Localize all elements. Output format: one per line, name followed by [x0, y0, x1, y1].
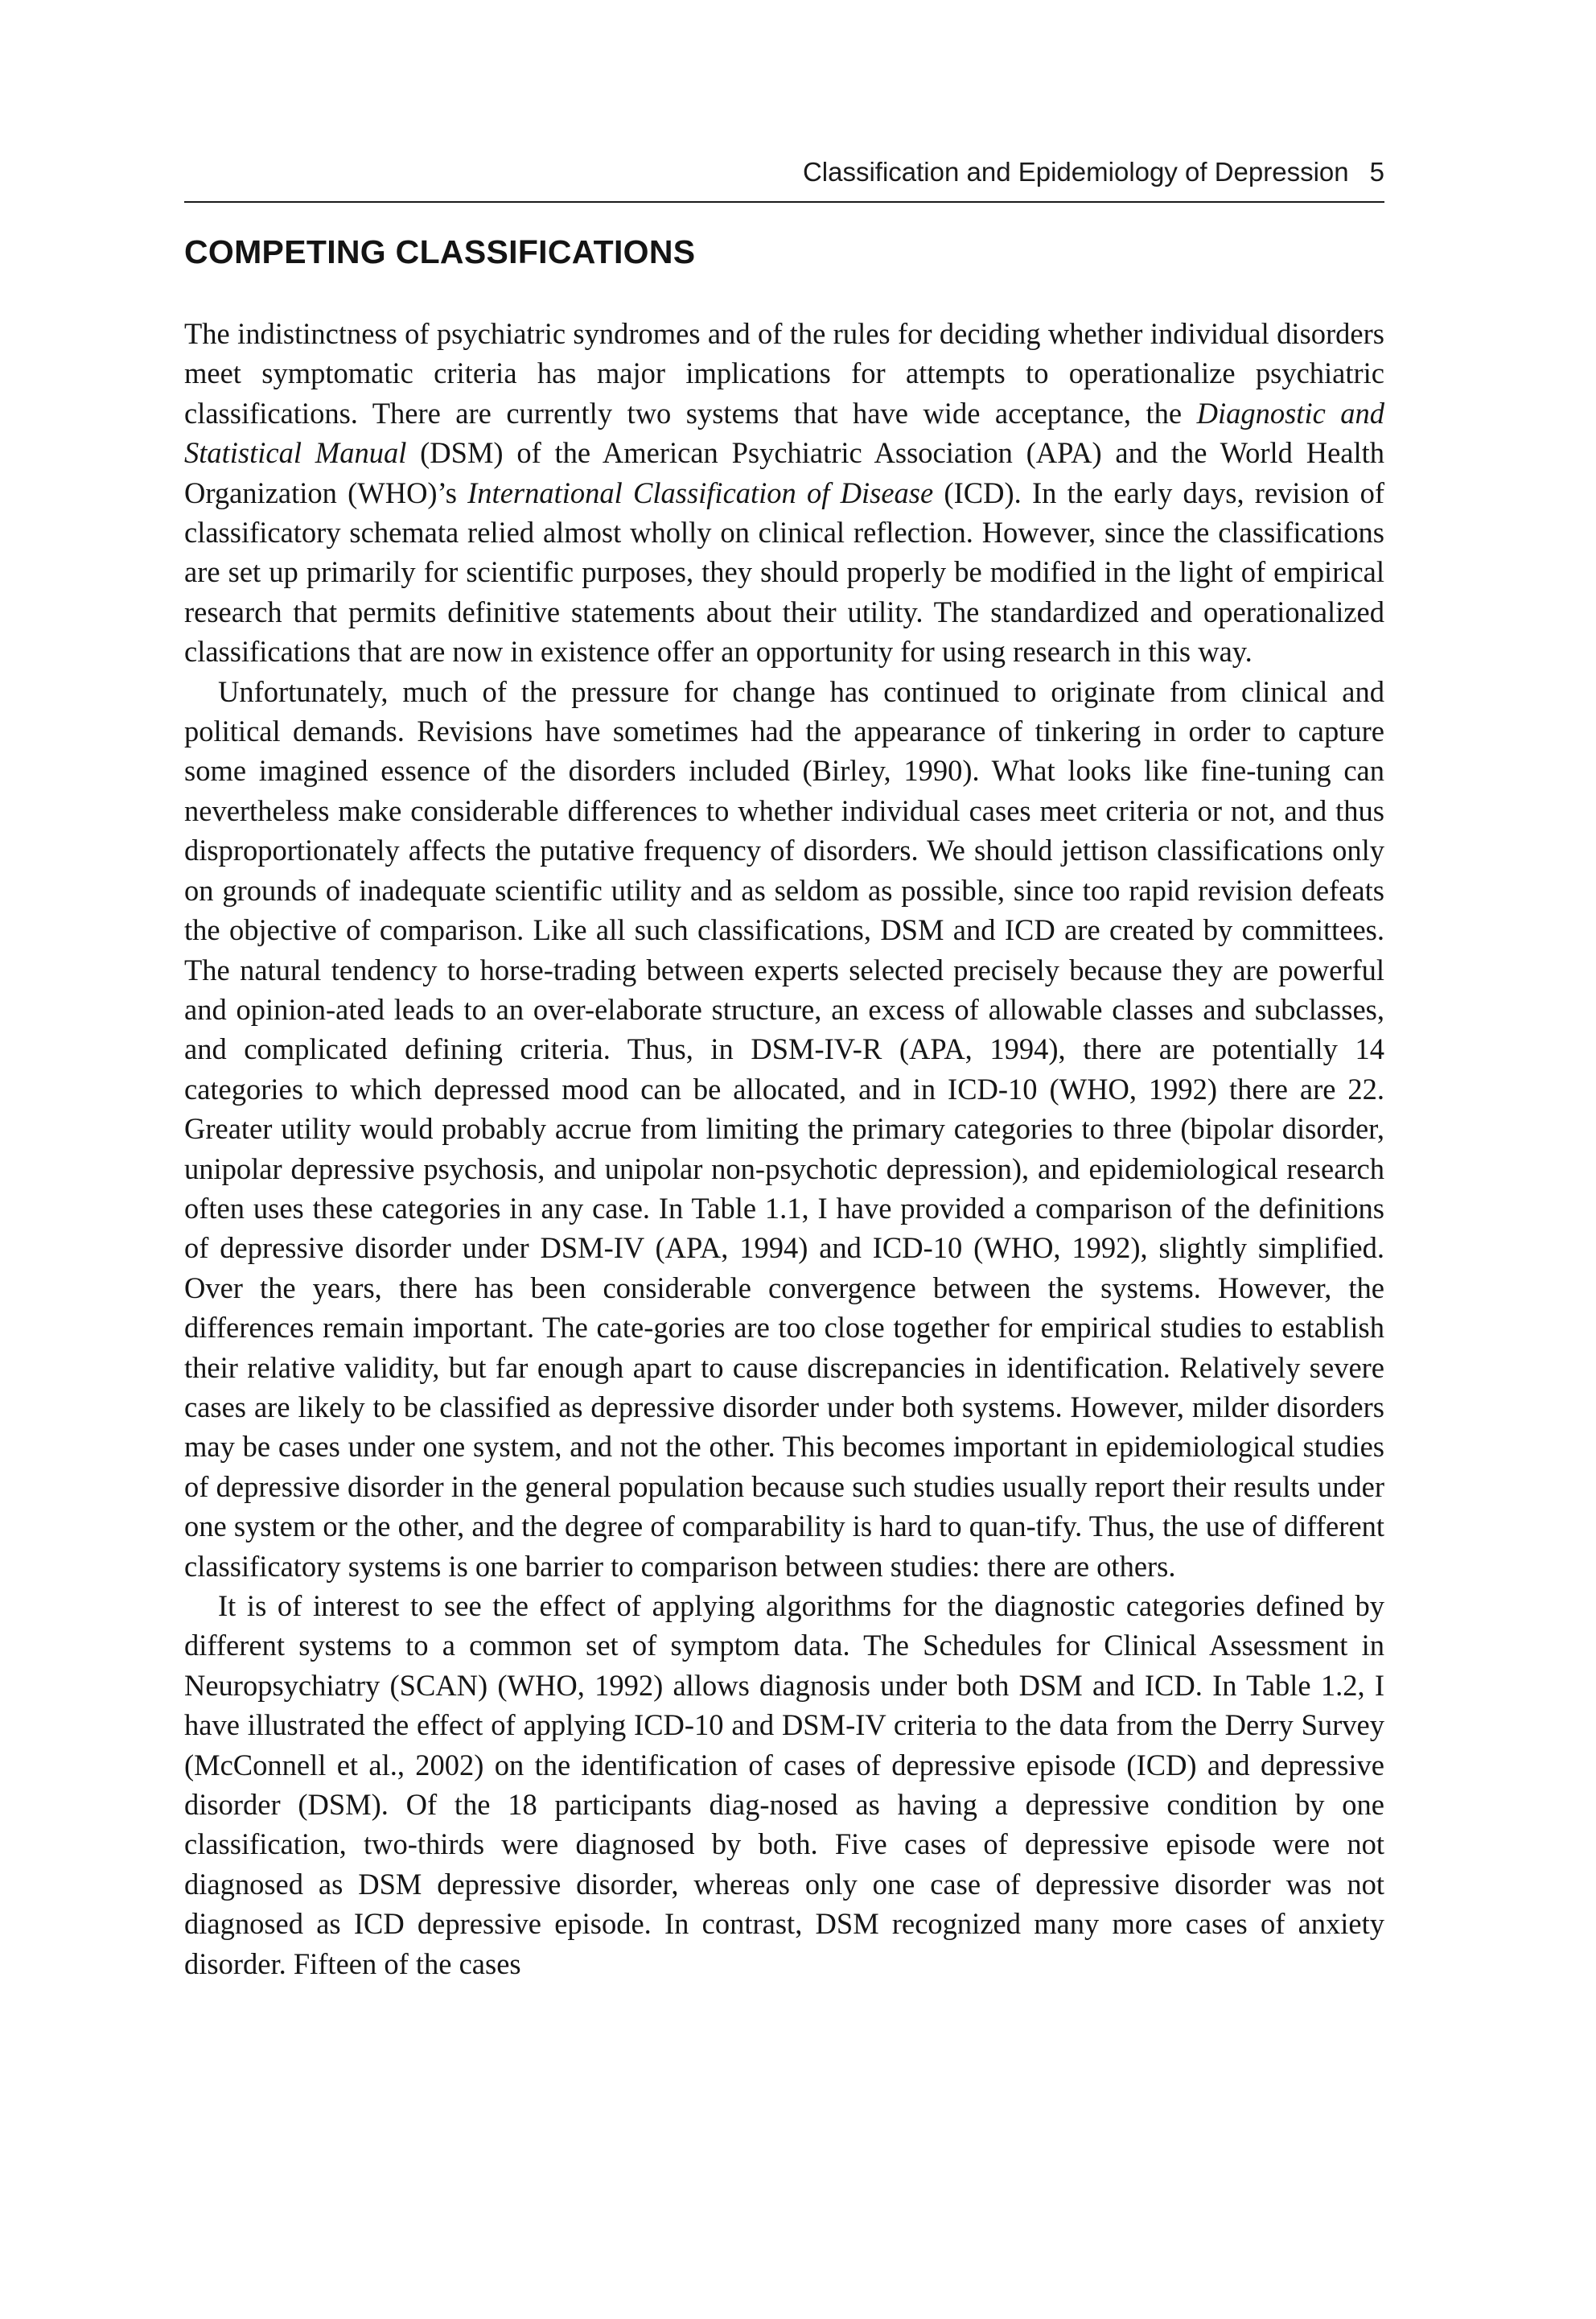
paragraph-2: Unfortunately, much of the pressure for change has continued to originate from clinical and political demands. Revisions have sometimes had the appearance of tinkering in order to capture some imagined essence of the disorders included (Birley, 1990). What looks like fine-tuning can nevertheless make considerable differences to whether individual cases meet criteria or not, and thus disproportionately affects the putative frequency of disorders. We should jettison classifications only on grounds of inadequate scientific utility and as seldom as possible, since too rapid revision defeats the objective of comparison. Like all such classifications, DSM and ICD are created by committees. The natural tendency to horse-trading between experts selected precisely because they are powerful and opinion-ated leads to an over-elaborate structure, an excess of allowable classes and subclasses, and complicated defining criteria. Thus, in DSM-IV-R (APA, 1994), there are potentially 14 categories to which depressed mood can be allocated, and in ICD-10 (WHO, 1992) there are 22. Greater utility would probably accrue from limiting the primary categories to three (bipolar disorder, unipolar depressive psychosis, and unipolar non-psychotic depression), and epidemiological research often uses these categories in any case. In Table 1.1, I have provided a comparison of the definitions of depressive disorder under DSM-IV (APA, 1994) and ICD-10 (WHO, 1992), slightly simplified. Over the years, there has been considerable convergence between the systems. However, the differences remain important. The cate-gories are too close together for empirical studies to establish their relative validity, but far enough apart to cause discrepancies in identification. Relatively severe cases are likely to be classified as depressive disorder under both systems. However, milder disorders may be cases under one system, and not the other. This becomes important in epidemiological studies of depressive disorder in the general population because such studies usually report their results under one system or the other, and the degree of comparability is hard to quan-tify. Thus, the use of different classificatory systems is one barrier to comparison between studies: there are others. — [184, 674, 1384, 1583]
book-page — [184, 157, 1384, 1983]
paragraph-1-part-a: The indistinctness of psychiatric syndromes and of the rules for deciding whether individual disorders meet symptomatic criteria has major implications for attempts to operationalize psychiatric classifications. There are currently two systems that have wide acceptance, the — [184, 317, 1384, 430]
icd-title: International Classification of Disease — [467, 476, 934, 509]
dsm-title: Diagnostic and Statistical Manual — [184, 396, 1385, 470]
body-text — [184, 314, 1384, 1983]
paragraph-1-part-b: (DSM) of the American Psychiatric Association (APA) and the World Health Organization (WHO)’s — [184, 436, 1385, 509]
paragraph-3: It is of interest to see the effect of applying algorithms for the diagnostic categories defined by different systems to a common set of symptom data. The Schedules for Clinical Assessment in Neuropsychiatry (SCAN) (WHO, 1992) allows diagnosis under both DSM and ICD. In Table 1.2, I have illustrated the effect of applying ICD-10 and DSM-IV criteria to the data from the Derry Survey (McConnell et al., 2002) on the identification of cases of depressive episode (ICD) and depressive disorder (DSM). Of the 18 participants diag-nosed as having a depressive condition by one classification, two-thirds were diagnosed by both. Five cases of depressive episode were not diagnosed as DSM depressive disorder, whereas only one case of depressive disorder was not diagnosed as ICD depressive episode. In contrast, DSM recognized many more cases of anxiety disorder. Fifteen of the cases — [184, 1589, 1384, 1980]
running-head — [184, 157, 1384, 203]
section-heading: COMPETING CLASSIFICATIONS — [184, 233, 696, 270]
page-number: 5 — [1369, 157, 1384, 187]
paragraph-1 — [184, 314, 1384, 672]
running-title: Classification and Epidemiology of Depression — [802, 157, 1349, 187]
paragraph-1-part-c: (ICD). In the early days, revision of classificatory schemata relied almost wholly on clinical reflection. However, since the classifications are set up primarily for scientific purposes, they should properly be modified in the light of empirical research that permits definitive statements about their utility. The standardized and operationalized classifications that are now in existence offer an opportunity for using research in this way. — [184, 476, 1385, 669]
